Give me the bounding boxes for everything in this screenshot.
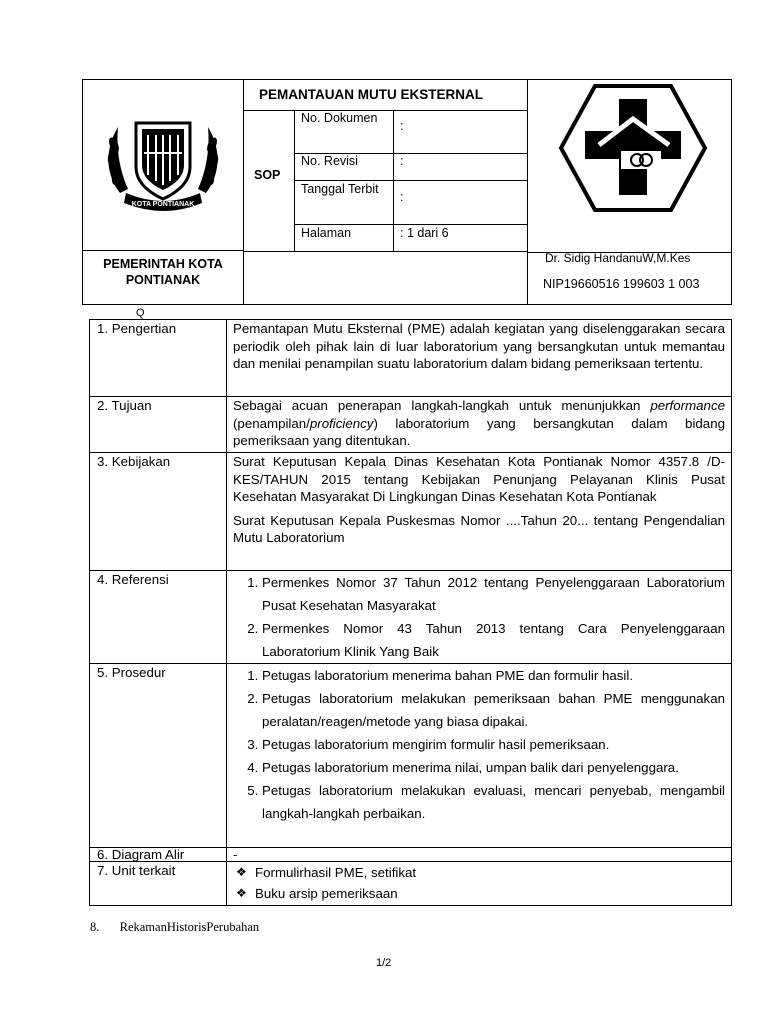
label-kebijakan: 3. Kebijakan	[90, 453, 227, 571]
puskesmas-logo	[555, 83, 711, 213]
label-diagram-alir: 6. Diagram Alir	[90, 848, 227, 862]
list-item: 2. Permenkes Nomor 43 Tahun 2013 tentang Cara Penyelenggaraan Laboratorium Klinik Yang Baik	[262, 617, 725, 663]
label-tujuan: 2. Tujuan	[90, 397, 227, 453]
text-pengertian: Pemantapan Mutu Eksternal (PME) adalah kegiatan yang diselenggarakan secara periodik oleh pihak lain di luar laboratorium yang bersangkutan untuk memantau dan menilai penampilan suatu laboratorium dalam bidang pemeriksaan tertentu.	[227, 320, 732, 397]
city-seal-logo	[98, 105, 228, 215]
label-pengertian: 1. Pengertian	[90, 320, 227, 397]
field-value-halaman: : 1 dari 6	[400, 226, 449, 240]
list-referensi	[227, 571, 732, 664]
diamond-bullet-icon: ❖	[236, 886, 247, 900]
row-diagram-alir	[90, 848, 732, 862]
sop-header	[82, 79, 732, 305]
list-item: 5. Petugas laboratorium melakukan evaluasi, mencari penyebab, mengambil langkah-langkah perbaikan.	[262, 779, 725, 825]
field-label-tanggal-terbit: Tanggal Terbit	[301, 182, 379, 196]
field-value-tanggal-terbit: :	[400, 190, 404, 204]
field-value-no-dokumen: :	[400, 119, 404, 133]
label-prosedur: 5. Prosedur	[90, 664, 227, 848]
organization-name: PEMERINTAH KOTA PONTIANAK	[103, 257, 223, 287]
svg-text:KOTA PONTIANAK: KOTA PONTIANAK	[131, 201, 195, 208]
page-number: 1/2	[376, 957, 392, 969]
list-item: 2. Petugas laboratorium melakukan pemeriksaan bahan PME menggunakan peralatan/reagen/metode yang biasa dipakai.	[262, 687, 725, 733]
row-unit-terkait	[90, 862, 732, 906]
label-unit-terkait: 7. Unit terkait	[90, 862, 227, 906]
kebijakan-para-1: Surat Keputusan Kepala Dinas Kesehatan Kota Pontianak Nomor 4357.8 /D-KES/TAHUN 2015 tentang Kebijakan Penunjang Pelayanan Klinis Pusat Kesehatan Masyarakat Di Lingkungan Dinas Kesehatan Kota Pontianak	[233, 454, 725, 504]
field-label-halaman: Halaman	[301, 226, 352, 240]
page-title: PEMANTAUAN MUTU EKSTERNAL	[259, 87, 483, 102]
text-kebijakan	[227, 453, 732, 571]
row-tujuan	[90, 397, 732, 453]
list-unit-terkait	[227, 862, 732, 906]
label-referensi: 4. Referensi	[90, 571, 227, 664]
field-value-no-revisi: :	[400, 154, 404, 168]
diamond-bullet-icon: ❖	[236, 865, 247, 879]
row-referensi	[90, 571, 732, 664]
list-item: ❖ Formulirhasil PME, setifikat	[233, 862, 725, 883]
list-item: 1. Petugas laboratorium menerima bahan PME dan formulir hasil.	[262, 664, 725, 687]
row-prosedur	[90, 664, 732, 848]
field-label-no-revisi: No. Revisi	[301, 154, 358, 168]
text-tujuan: Sebagai acuan penerapan langkah-langkah untuk menunjukkan performance (penampilan/proficiency) laboratorium yang bersangkutan dalam bidang pemeriksaan yang ditentukan.	[227, 397, 732, 453]
list-item: 4. Petugas laboratorium menerima nilai, umpan balik dari penyelenggara.	[262, 756, 725, 779]
kebijakan-para-2: Surat Keputusan Kepala Puskesmas Nomor ....Tahun 20... tentang Pengendalian Mutu Laboratorium	[233, 512, 725, 545]
list-item: 1. Permenkes Nomor 37 Tahun 2012 tentang Penyelenggaraan Laboratorium Pusat Kesehatan Masyarakat	[262, 571, 725, 617]
stray-mark: Q	[136, 307, 145, 319]
sop-label: SOP	[254, 168, 281, 182]
signer-nip: NIP19660516 199603 1 003	[543, 277, 700, 291]
field-label-no-dokumen: No. Dokumen	[301, 111, 378, 125]
list-item: ❖ Buku arsip pemeriksaan	[233, 883, 725, 904]
value-diagram-alir: -	[227, 848, 732, 862]
footer-note-text: RekamanHistorisPerubahan	[119, 920, 260, 934]
row-kebijakan	[90, 453, 732, 571]
list-item: 3. Petugas laboratorium mengirim formulir hasil pemeriksaan.	[262, 733, 725, 756]
sop-content-table	[89, 319, 732, 906]
signer-name: Dr. Sidig HandanuW,M.Kes	[545, 251, 691, 265]
row-pengertian	[90, 320, 732, 397]
list-prosedur	[227, 664, 732, 848]
footer-note-number: 8.	[90, 920, 100, 934]
footer-note	[90, 920, 259, 935]
